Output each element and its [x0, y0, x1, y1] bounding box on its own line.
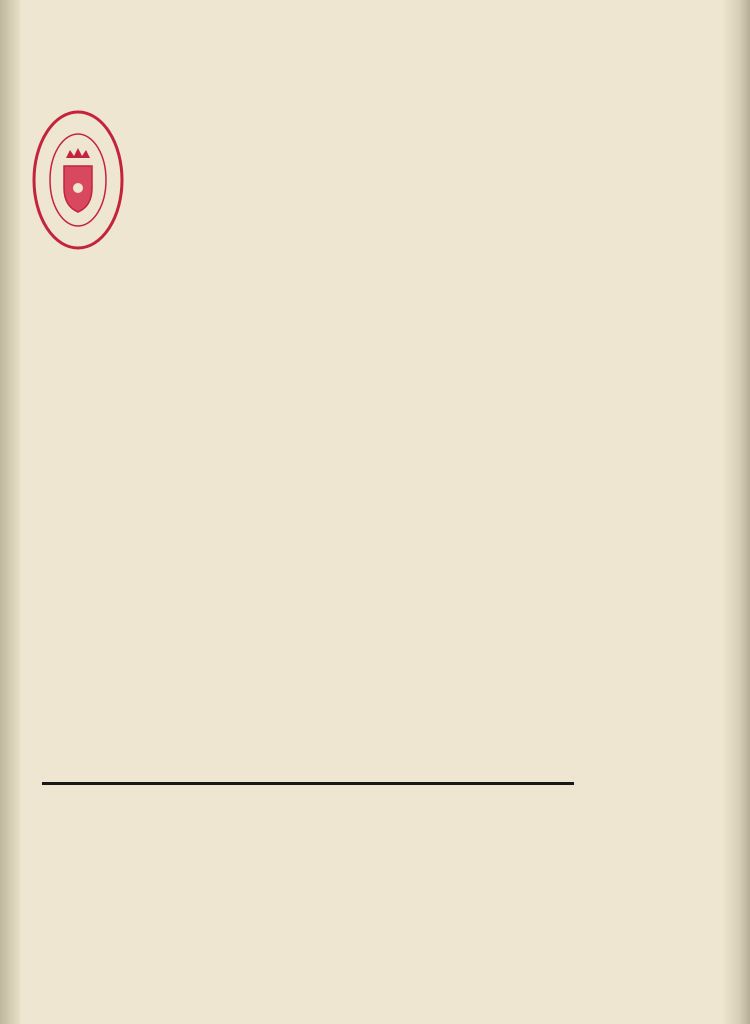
library-stamp — [30, 108, 126, 252]
ornamental-border — [48, 46, 578, 74]
section-divider — [42, 782, 574, 785]
page-edge — [724, 0, 750, 1024]
stamp-seal-icon — [30, 108, 126, 252]
page-header — [35, 0, 565, 40]
binding-edge — [0, 0, 20, 1024]
